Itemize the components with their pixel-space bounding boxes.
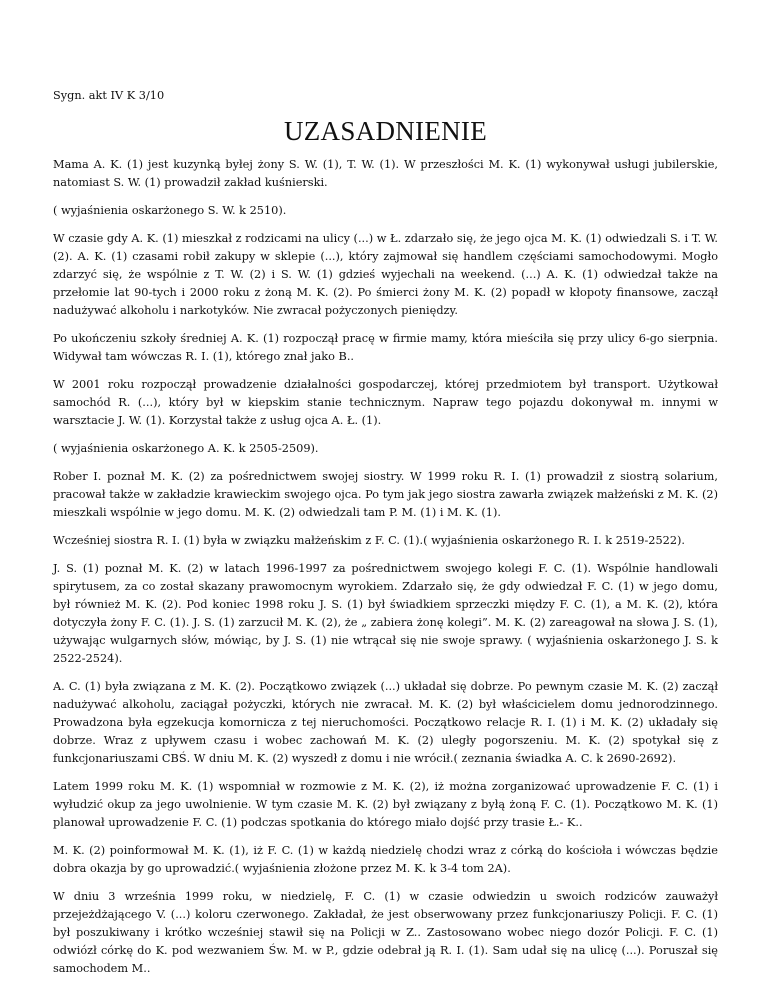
document-title: UZASADNIENIE — [283, 116, 488, 146]
document-page — [53, 88, 718, 988]
paragraph: M. K. (2) poinformował M. K. (1), iż F. C. (1) w każdą niedzielę chodzi wraz z córką do kościoła i wówczas będzie dobra okazja by go uprowadzić.( wyjaśnienia złożone przez M. K. k 3-4 tom 2A). — [53, 844, 718, 875]
paragraph: Rober I. poznał M. K. (2) za pośrednictwem swojej siostry. W 1999 roku R. I. (1) prowadził z siostrą solarium, pracował także w zakładzie krawieckim swojego ojca. Po tym jak jego siostra zawarła związek małżeński z M. K. (2) mieszkali wspólnie w jego domu. M. K. (2) odwiedzali tam P. M. (1) i M. K. (1). — [53, 470, 718, 519]
paragraph: W czasie gdy A. K. (1) mieszkał z rodzicami na ulicy (...) w Ł. zdarzało się, że jego ojca M. K. (1) odwiedzali S. i T. W. (2). A. K. (1) czasami robił zakupy w sklepie (...), który zajmował się handlem częściami samochodowymi. Mogło zdarzyć się, że wspólnie z T. W. (2) i S. W. (1) gdzieś wyjechali na weekend. (...) A. K. (1) odwiedzał także na przełomie lat 90-tych i 2000 roku z żoną M. K. (2). Po śmierci żony M. K. (2) popadł w kłopoty finansowe, zaczął nadużywać alkoholu i narkotyków. Nie zwracał pożyczonych pieniędzy. — [53, 232, 718, 317]
case-signature: Sygn. akt IV K 3/10 — [53, 89, 165, 102]
paragraph: ( wyjaśnienia oskarżonego A. K. k 2505-2509). — [53, 442, 319, 455]
paragraph: W 2001 roku rozpoczął prowadzenie działalności gospodarczej, której przedmiotem był transport. Użytkował samochód R. (...), który był w kiepskim stanie technicznym. Napraw tego pojazdu dokonywał m. innymi w warsztacie J. W. (1). Korzystał także z usług ojca A. Ł. (1). — [53, 378, 718, 427]
paragraph: J. S. (1) poznał M. K. (2) w latach 1996-1997 za pośrednictwem swojego kolegi F. C. (1). Wspólnie handlowali spirytusem, za co został skazany prawomocnym wyrokiem. Zdarzało się, że gdy odwiedzał F. C. (1) w jego domu, był również M. K. (2). Pod koniec 1998 roku J. S. (1) był świadkiem sprzeczki między F. C. (1), a M. K. (2), która dotyczyła żony F. C. (1). J. S. (1) zarzucił M. K. (2), że „ zabiera żonę kolegi”. M. K. (2) zareagował na słowa J. S. (1), używając wulgarnych słów, mówiąc, by J. S. (1) nie wtrącał się nie swoje sprawy. ( wyjaśnienia oskarżonego J. S. k 2522-2524). — [53, 562, 718, 665]
paragraph: Latem 1999 roku M. K. (1) wspomniał w rozmowie z M. K. (2), iż można zorganizować uprowadzenie F. C. (1) i wyłudzić okup za jego uwolnienie. W tym czasie M. K. (2) był związany z byłą żoną F. C. (1). Początkowo M. K. (1) planował uprowadzenie F. C. (1) podczas spotkania do którego miało dojść przy trasie Ł.- K.. — [53, 780, 718, 829]
paragraph: Po ukończeniu szkoły średniej A. K. (1) rozpoczął pracę w firmie mamy, która mieściła się przy ulicy 6-go sierpnia. Widywał tam wówczas R. I. (1), którego znał jako B.. — [53, 332, 718, 363]
document-body — [53, 156, 718, 978]
paragraph: W dniu 3 września 1999 roku, w niedzielę, F. C. (1) w czasie odwiedzin u swoich rodziców zauważył przejeżdżającego V. (...) koloru czerwonego. Zakładał, że jest obserwowany przez funkcjonariuszy Policji. F. C. (1) był poszukiwany i krótko wcześniej stawił się na Policji w Z.. Zastosowano wobec niego dozór Policji. F. C. (1) odwiózł córkę do K. pod wezwaniem Św. M. w P., gdzie odebrał ją R. I. (1). Sam udał się na ulicę (...). Poruszał się samochodem M.. — [53, 890, 718, 975]
paragraph: A. C. (1) była związana z M. K. (2). Początkowo związek (...) układał się dobrze. Po pewnym czasie M. K. (2) zaczął nadużywać alkoholu, zaciągał pożyczki, których nie zwracał. M. K. (2) był właścicielem domu jednorodzinnego. Prowadzona była egzekucja komornicza z tej nieruchomości. Początkowo relacje R. I. (1) i M. K. (2) układały się dobrze. Wraz z upływem czasu i wobec zachowań M. K. (2) uległy pogorszeniu. M. K. (2) spotykał się z funkcjonariuszami CBŚ. W dniu M. K. (2) wyszedł z domu i nie wrócił.( zeznania świadka A. C. k 2690-2692). — [53, 680, 718, 765]
paragraph: ( wyjaśnienia oskarżonego S. W. k 2510). — [53, 204, 287, 217]
paragraph: Mama A. K. (1) jest kuzynką byłej żony S. W. (1), T. W. (1). W przeszłości M. K. (1) wykonywał usługi jubilerskie, natomiast S. W. (1) prowadził zakład kuśnierski. — [53, 158, 718, 189]
paragraph: Wcześniej siostra R. I. (1) była w związku małżeńskim z F. C. (1).( wyjaśnienia oskarżonego R. I. k 2519-2522). — [53, 534, 686, 547]
